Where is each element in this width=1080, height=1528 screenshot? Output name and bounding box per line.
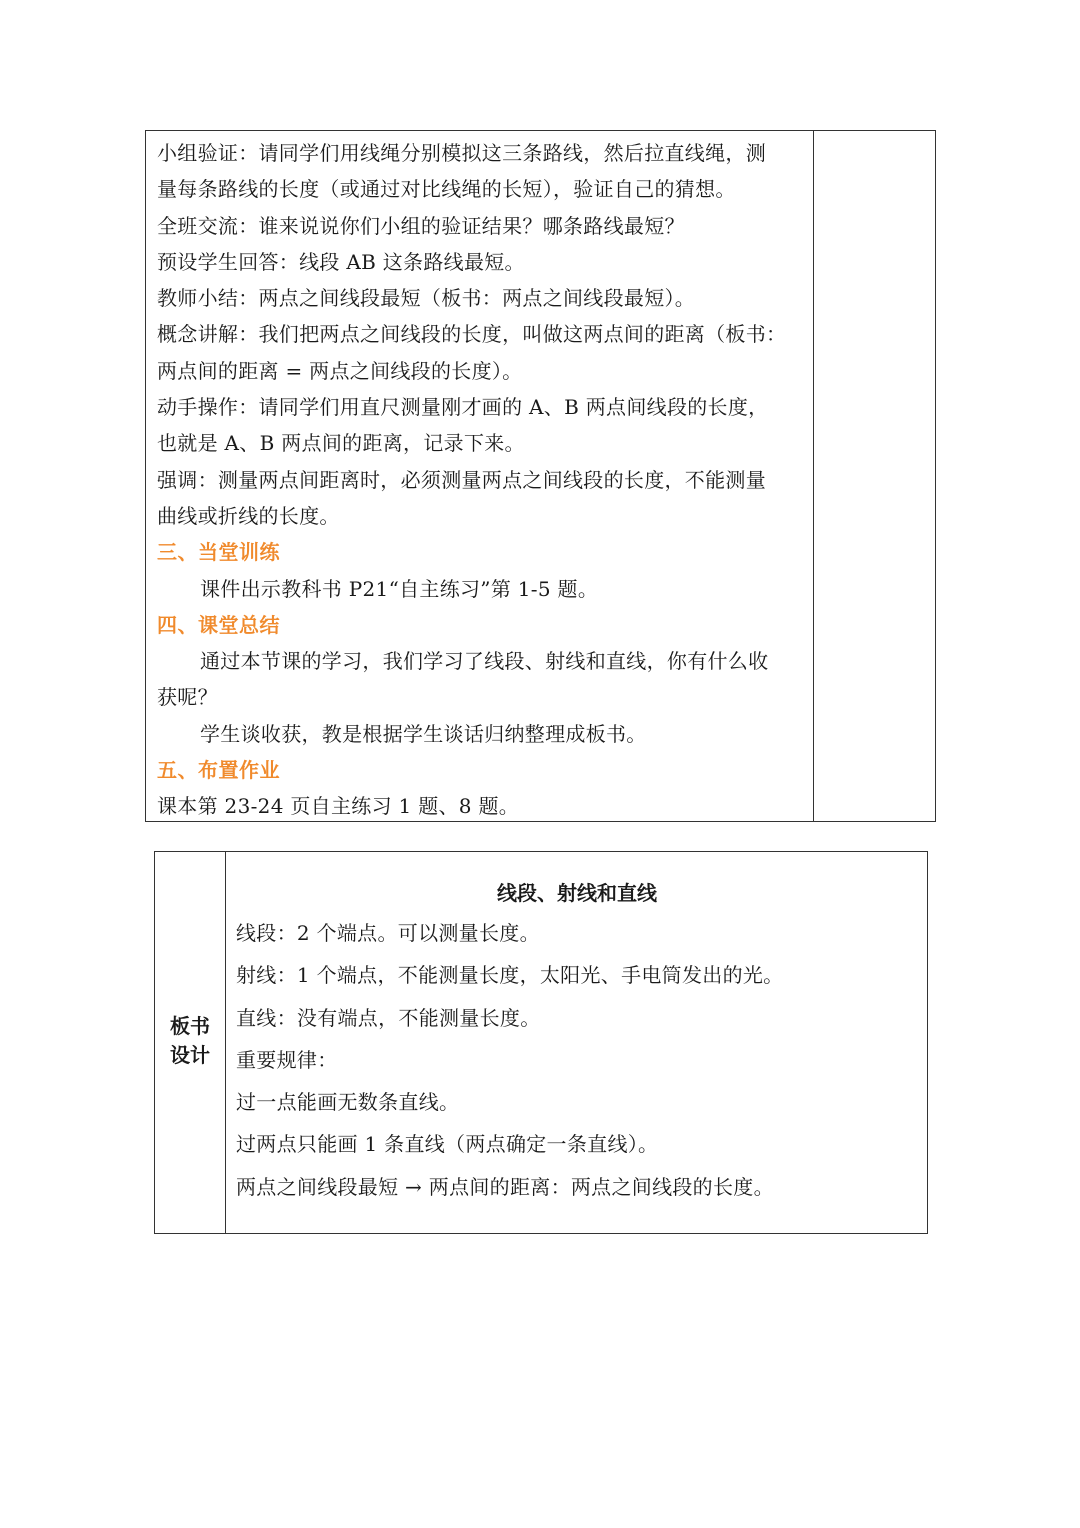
board-line: 线段：2 个端点。可以测量长度。 (236, 921, 540, 945)
board-title: 线段、射线和直线 (497, 881, 657, 905)
column-divider (225, 852, 226, 1233)
board-line: 过两点只能画 1 条直线（两点确定一条直线）。 (236, 1132, 659, 1157)
text-line: 强调：测量两点间距离时，必须测量两点之间线段的长度，不能测量 (157, 467, 766, 492)
board-line: 重要规律： (236, 1047, 338, 1072)
practice-text: 课件出示教科书 P21“自主练习”第 1-5 题。 (200, 576, 599, 601)
section-heading-summary: 四、课堂总结 (157, 612, 280, 637)
label-line: 设计 (170, 1043, 210, 1067)
text-line: 教师小结：两点之间线段最短（板书：两点之间线段最短）。 (157, 286, 696, 311)
section-heading-practice: 三、当堂训练 (157, 540, 280, 565)
board-line: 过一点能画无数条直线。 (236, 1090, 460, 1115)
lesson-process-content (157, 135, 807, 825)
text-line: 小组验证：请同学们用线绳分别模拟这三条路线，然后拉直线绳，测 (157, 141, 766, 165)
text-line: 预设学生回答：线段 AB 这条路线最短。 (157, 249, 525, 274)
text-line: 也就是 A、B 两点间的距离，记录下来。 (157, 431, 525, 456)
text-line: 概念讲解：我们把两点之间线段的长度，叫做这两点间的距离（板书： (157, 322, 787, 347)
board-line: 射线：1 个端点，不能测量长度，太阳光、手电筒发出的光。 (236, 963, 784, 988)
text-line: 量每条路线的长度（或通过对比线绳的长短），验证自己的猜想。 (157, 177, 736, 202)
label-line: 板书 (170, 1014, 210, 1038)
board-line: 两点之间线段最短 → 两点间的距离：两点之间线段的长度。 (236, 1174, 774, 1199)
lesson-process-table (145, 130, 936, 822)
summary-text: 获呢？ (157, 685, 218, 710)
homework-text: 课本第 23-24 页自主练习 1 题、8 题。 (157, 794, 520, 819)
board-design-table (154, 851, 928, 1234)
text-line: 全班交流：谁来说说你们小组的验证结果？哪条路线最短？ (157, 213, 685, 238)
section-heading-homework: 五、布置作业 (157, 758, 280, 783)
text-line: 动手操作：请同学们用直尺测量刚才画的 A、B 两点间线段的长度， (157, 395, 769, 420)
summary-text: 通过本节课的学习，我们学习了线段、射线和直线，你有什么收 (200, 649, 769, 674)
board-content (236, 912, 916, 1208)
text-line: 两点间的距离 = 两点之间线段的长度）。 (157, 358, 523, 383)
board-line: 直线：没有端点，不能测量长度。 (236, 1005, 541, 1030)
board-design-label (155, 1012, 225, 1070)
column-divider (813, 131, 814, 821)
text-line: 曲线或折线的长度。 (157, 503, 340, 528)
summary-text: 学生谈收获，教是根据学生谈话归纳整理成板书。 (200, 721, 647, 746)
